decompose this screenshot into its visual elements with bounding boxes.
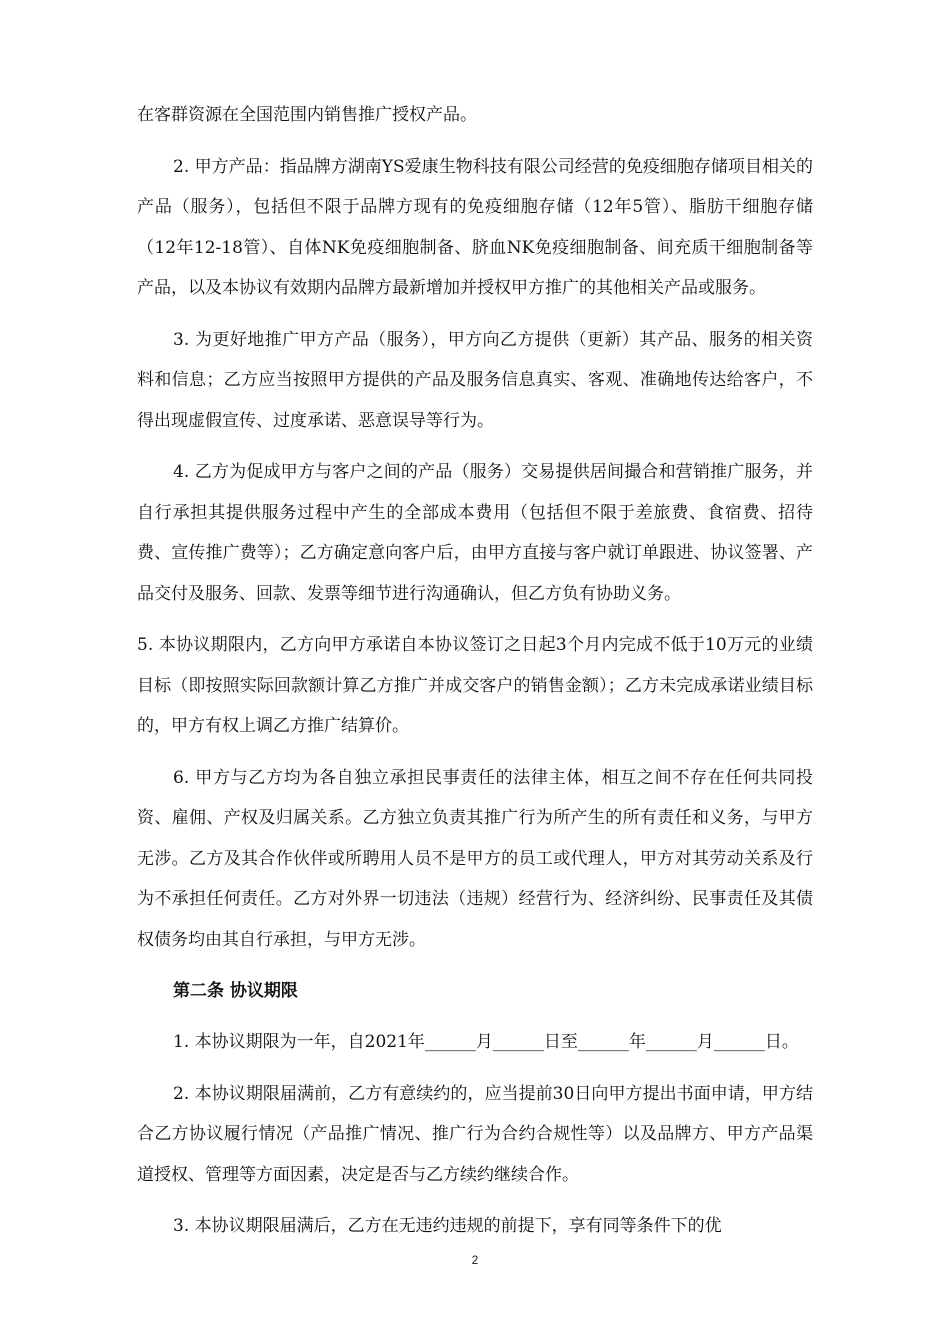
section-heading: 第二条 协议期限 (173, 981, 298, 1001)
paragraph-item-2: 2. 甲方产品：指品牌方湖南YS爱康生物科技有限公司经营的免疫细胞存储项目相关的产品（服务），包括但不限于品牌方现有的免疫细胞存储（12年5管）、脂肪干细胞存储（12年12-18管）、自体NK免疫细胞制备、脐血NK免疫细胞制备、间充质干细胞制备等产品，以及本协议有效期内品牌方最新增加并授权甲方推广的其他相关产品或服务。 (137, 156, 813, 298)
page-number: 2 (471, 1253, 479, 1267)
paragraph-item-5: 5. 本协议期限内，乙方向甲方承诺自本协议签订之日起3个月内完成不低于10万元的业绩目标（即按照实际回款额计算乙方推广并成交客户的销售金额）；乙方未完成承诺业绩目标的，甲方有权上调乙方推广结算价。 (137, 635, 813, 736)
document-body (137, 95, 813, 1247)
paragraph-item-3: 3. 为更好地推广甲方产品（服务），甲方向乙方提供（更新）其产品、服务的相关资料和信息；乙方应当按照甲方提供的产品及服务信息真实、客观、准确地传达给客户，不得出现虚假宣传、过度承诺、恶意误导等行为。 (137, 329, 813, 431)
paragraph-item-4: 4. 乙方为促成甲方与客户之间的产品（服务）交易提供居间撮合和营销推广服务，并自行承担其提供服务过程中产生的全部成本费用（包括但不限于差旅费、食宿费、招待费、宣传推广费等）；乙方确定意向客户后，由甲方直接与客户就订单跟进、协议签署、产品交付及服务、回款、发票等细节进行沟通确认，但乙方负有协助义务。 (137, 462, 813, 604)
section-paragraph-2: 2. 本协议期限届满前，乙方有意续约的，应当提前30日向甲方提出书面申请，甲方结合乙方协议履行情况（产品推广情况、推广行为合约合规性等）以及品牌方、甲方产品渠道授权、管理等方面因素，决定是否与乙方续约继续合作。 (137, 1083, 813, 1185)
section-paragraph-1: 1. 本协议期限为一年，自2021年______月______日至______年______月______日。 (173, 1032, 799, 1052)
paragraph-item-6: 6. 甲方与乙方均为各自独立承担民事责任的法律主体，相互之间不存在任何共同投资、雇佣、产权及归属关系。乙方独立负责其推广行为所产生的所有责任和义务，与甲方无涉。乙方及其合作伙伴或所聘用人员不是甲方的员工或代理人，甲方对其劳动关系及行为不承担任何责任。乙方对外界一切违法（违规）经营行为、经济纠纷、民事责任及其债权债务均由其自行承担，与甲方无涉。 (137, 767, 813, 950)
paragraph-continuation: 在客群资源在全国范围内销售推广授权产品。 (137, 105, 477, 125)
section-paragraph-3: 3. 本协议期限届满后，乙方在无违约违规的前提下，享有同等条件下的优 (173, 1216, 722, 1236)
